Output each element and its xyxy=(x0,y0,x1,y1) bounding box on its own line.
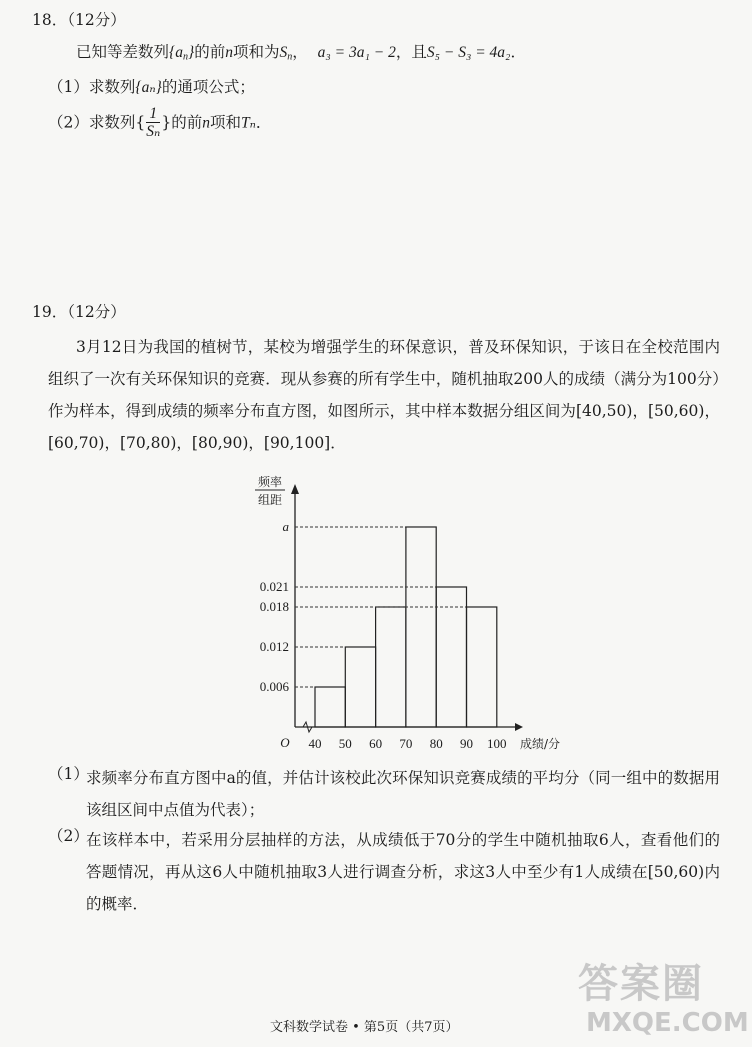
q18-cond1: a₃ = 3a₁ − 2 xyxy=(317,44,396,61)
q18-part2-end: ． xyxy=(255,113,272,132)
y-tick-label: 0.018 xyxy=(259,598,289,614)
x-tick-label: 50 xyxy=(338,736,352,751)
y-axis-label-bottom: 组距 xyxy=(257,493,283,507)
q18-part1-text-b: 的通项公式； xyxy=(161,78,255,96)
q18-header: 18．（12分） xyxy=(32,11,126,29)
q18-part2-text-c: 项和 xyxy=(209,113,241,132)
q18-part2-fraction: $\frac{1}{\text{Sₙ}}$ xyxy=(146,105,161,140)
x-tick-label: 80 xyxy=(429,736,443,751)
histogram-bar xyxy=(315,687,345,727)
y-axis-arrow xyxy=(291,484,299,494)
q18-cond2: S₅ − S₃ = 4a₂ xyxy=(426,44,511,61)
histogram-bar xyxy=(436,587,466,727)
watermark-logo-top: 答案圈 xyxy=(578,961,704,1007)
q18-part2-n: n xyxy=(202,114,210,132)
x-tick-label: 70 xyxy=(399,736,413,751)
axis-break-mark xyxy=(303,722,312,732)
q18-part2-label: （2） xyxy=(48,113,89,132)
q19-intro: 3月12日为我国的植树节，某校为增强学生的环保意识，普及环保知识，于该日在全校范围内组织了一次有关环保知识的竞赛．现从参赛的所有学生中，随机抽取200人的成绩（满分为100分）作为样本，得到成绩的频率分布直方图，如图所示，其中样本数据分组区间为[40,50)，[50,60)，[60,70)，[70,80)，[80,90)，[90,100]． xyxy=(48,338,720,452)
y-tick-label: 0.006 xyxy=(259,678,289,694)
x-axis-label: 成绩/分 xyxy=(520,737,561,751)
q18-part1 xyxy=(48,75,255,97)
q18-part1-text-a: 求数列 xyxy=(88,78,136,96)
q18-part2: （2）求数列{ $\frac{1}{\text{Sₙ}}$ }的前n项和Tₙ． xyxy=(48,105,272,140)
q18-part2-text-b: 的前 xyxy=(171,113,203,132)
histogram-bar xyxy=(467,607,497,727)
q19-part1-text: 求频率分布直方图中a的值，并估计该校此次环保知识竞赛成绩的平均分（同一组中的数据用该组区间中点值为代表）； xyxy=(86,769,720,819)
q18-part2-tn: Tₙ xyxy=(240,114,256,132)
q18-n-var: n xyxy=(225,44,233,61)
q18-stem-mid: 的前 xyxy=(194,43,226,61)
x-tick-label: 100 xyxy=(487,736,507,751)
q18-part2-text-a: 求数列 xyxy=(88,113,136,132)
q18-seq-an: $\{a_n\}$ xyxy=(169,44,195,63)
x-tick-label: 40 xyxy=(308,736,322,751)
q18-sn: $S_n$ xyxy=(279,44,293,63)
q18-stem-pre: 已知等差数列 xyxy=(76,43,170,61)
x-tick-label: 90 xyxy=(460,736,473,751)
page-footer: 文科数学试卷 • 第5页（共7页） xyxy=(270,1020,459,1035)
watermark-logo-bottom: MXQE.COM xyxy=(586,1008,749,1038)
origin-label: O xyxy=(280,735,290,750)
q19-part1-label: （1） xyxy=(48,765,89,783)
y-tick-label: 0.012 xyxy=(259,638,289,654)
y-axis-label-top: 频率 xyxy=(257,475,283,489)
y-tick-label: 0.021 xyxy=(259,578,289,594)
histogram-bar xyxy=(406,527,436,727)
q18-cond-join: ，且 xyxy=(395,43,427,61)
q18-part1-seq: {aₙ} xyxy=(135,79,162,96)
histogram-bar xyxy=(376,607,406,727)
q18-stem-mid2: 项和为 xyxy=(232,43,280,61)
q19-header: 19．（12分） xyxy=(32,303,126,321)
q18-stem: 已知等差数列$\{a_n\}$的前n项和为$S_n$， a₃ = 3a₁ − 2，且S₅ − S₃ = 4a₂． xyxy=(76,43,526,63)
q19-part2-text: 在该样本中，若采用分层抽样的方法，从成绩低于70分的学生中随机抽取6人，查看他们的答题情况，再从这6人中随机抽取3人进行调查分析，求这3人中至少有1人成绩在[50,60)内的概率． xyxy=(86,831,720,913)
x-tick-label: 60 xyxy=(369,736,383,751)
y-tick-label: a xyxy=(282,518,289,534)
q19-part2-label: （2） xyxy=(48,827,89,845)
histogram-bar xyxy=(345,647,375,727)
q18-part1-label: （1） xyxy=(48,78,89,96)
x-axis-arrow xyxy=(515,723,523,731)
